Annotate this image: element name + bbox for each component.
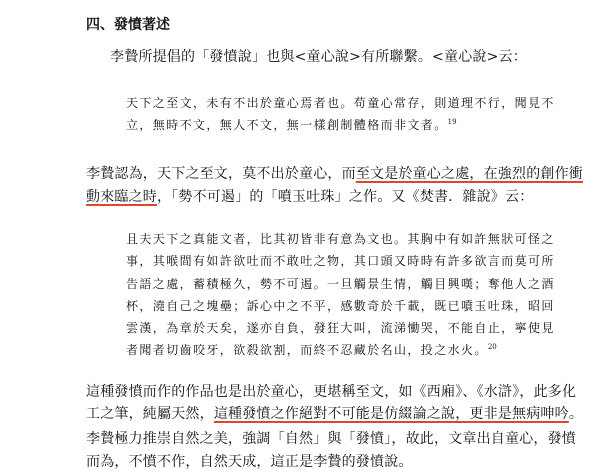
quote-line: 雲漢，為章於天矣，遂亦自負，發狂大叫，流涕慟哭，不能自止，寧使見 [126,321,555,335]
quote-line: 事，其喉間有如許欲吐而不敢吐之物，其口頭又時時有許多欲言而莫可所 [126,254,555,268]
paragraph-line [86,403,583,423]
quote-line [126,116,457,133]
paragraph-line: 而為，不憤不作，自然天成，這正是李贄的發憤說。 [86,454,413,470]
quote-text: 者聞者切齒咬牙，欲殺欲割，而終不忍藏於名山，投之水火。 [126,343,488,357]
quote-line: 告語之處，蓄積極久，勢不可遏。一旦觸景生情，觸目興嘆；奪他人之酒 [126,277,555,291]
paragraph-text: 。 [568,406,584,422]
paragraph-line: 李贄所提倡的「發憤說」也與<童心說>有所聯繫。<童心說>云： [110,49,527,65]
underlined-text: 這種發憤之作絕對不可能是仿綴論之說，更非是無病呻吟 [213,406,569,422]
paragraph-text: 工之筆，純屬天然， [86,406,214,422]
paragraph-line: 李贄極力推崇自然之美，強調「自然」與「發憤」，故此，文章出自童心，發憤 [86,431,576,447]
underlined-text: 至文是於童心之處，在強烈的創作衝 [355,166,584,182]
quote-line: 且夫天下之真能文者，比其初皆非有意為文也。其胸中有如許無狀可怪之 [126,232,555,246]
quote-line: 杯，澆自己之塊壘；訴心中之不平，感數奇於千載，既已噴玉吐珠，昭回 [126,299,555,313]
quote-line: 天下之至文，未有不出於童心焉者也。苟童心常存，則道理不行，聞見不 [126,96,555,110]
footnote-ref: 20 [487,343,497,351]
footnote-ref: 19 [447,118,457,126]
paragraph-line: 這種發憤而作的作品也是出於童心，更堪稱至文，如《西廂》、《水滸》，此多化 [86,384,577,400]
paragraph-text: 李贄認為，天下之至文，莫不出於童心，而 [86,166,356,182]
paragraph-line [86,163,583,183]
paragraph-text: ，「勢不可遏」的「噴玉吐珠」之作。又《焚書．雜說》云： [157,189,534,205]
paragraph-line [86,186,533,206]
section-heading: 四、發憤著述 [86,17,170,33]
underlined-text: 動來臨之時 [86,189,157,205]
quote-line [126,341,497,358]
quote-text: 立，無時不文，無人不文，無一樣創制體格而非文者。 [126,118,448,132]
